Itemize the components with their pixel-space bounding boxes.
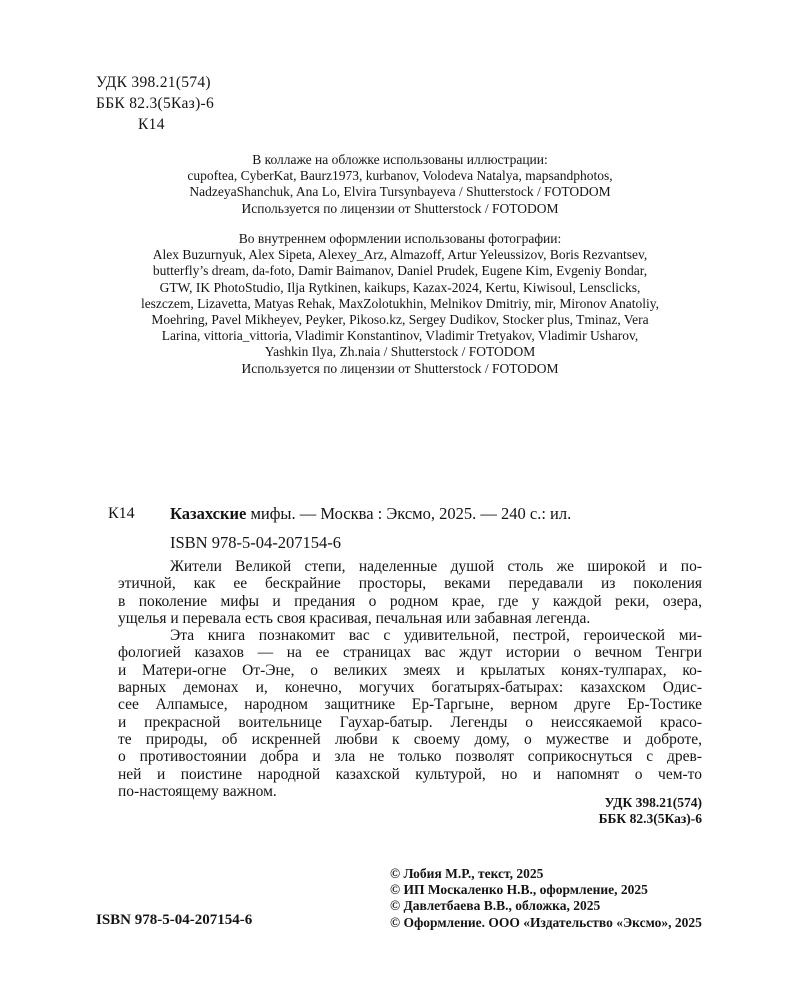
record-isbn: ISBN 978-5-04-207154-6 xyxy=(170,533,341,552)
catalog-record-code: К14 xyxy=(108,505,135,522)
text-line: © Оформление. ООО «Издательство «Эксмо», 2025 xyxy=(390,914,702,930)
text-line: варных демонах и, конечно, могучих богатырях-батырах: казахском Одис- xyxy=(118,679,702,697)
text-line: этичной, как ее бескрайние просторы, веками передавали из поколения xyxy=(118,575,702,593)
text-line: по-настоящему важном. xyxy=(118,782,277,800)
classification-top xyxy=(96,72,214,135)
record-description: мифы. — Москва : Эксмо, 2025. — 240 с.: ил. xyxy=(246,504,572,523)
text-line: в поколение мифы и предания о родном крае, где у каждой реки, озера, xyxy=(118,592,702,610)
text-line: Larina, vittoria_vittoria, Vladimir Konstantinov, Vladimir Tretyakov, Vladimir Usharov, xyxy=(161,328,639,344)
text-line: Используется по лицензии от Shutterstock / FOTODOM xyxy=(241,200,559,216)
author-sign: К14 xyxy=(138,116,165,133)
text-line: сее Алпамысе, народном защитнике Ер-Таргыне, верном друге Ер-Тостике xyxy=(118,696,702,714)
isbn-bottom: ISBN 978-5-04-207154-6 xyxy=(96,912,253,928)
udk-code: УДК 398.21(574) xyxy=(96,74,211,91)
text-line: leszczem, Lizavetta, Matyas Rehak, MaxZolotukhin, Melnikov Dmitriy, mir, Mironov Anatoliy, xyxy=(140,295,660,311)
text-line: Во внутреннем оформлении использованы фотографии: xyxy=(238,231,562,246)
text-line: и прекрасной воительнице Гаухар-батыр. Легенды о неиссякаемой красо- xyxy=(118,713,702,731)
catalog-record xyxy=(170,504,571,524)
interior-photo-credits xyxy=(40,231,760,377)
text-line: Yashkin Ilya, Zh.naia / Shutterstock / FOTODOM xyxy=(264,344,536,360)
copyright-list xyxy=(390,866,702,931)
text-line: © ИП Москаленко Н.В., оформление, 2025 xyxy=(390,882,648,898)
text-line: Жители Великой степи, наделенные душой столь же широкой и по- xyxy=(170,558,702,575)
annotation-paragraph xyxy=(118,558,702,627)
text-line: В коллаже на обложке использованы иллюстрации: xyxy=(252,152,548,167)
classification-bottom xyxy=(599,795,702,827)
text-line: и Матери-огне От-Эне, о великих змеях и крылатых конях-тулпарах, ко- xyxy=(118,661,702,679)
text-line: те природы, об искренней любви к своему дому, о мужестве и доброте, xyxy=(118,730,702,748)
text-line: Alex Buzurnyuk, Alex Sipeta, Alexey_Arz, Almazoff, Artur Yeleussizov, Boris Rezvantsev, xyxy=(152,247,648,263)
annotation-text xyxy=(118,558,702,800)
text-line: Эта книга познакомит вас с удивительной, пестрой, героической ми- xyxy=(170,627,702,645)
text-line: ней и поистине народной казахской культурой, но и напомнят о чем-то xyxy=(118,765,702,783)
text-line: GTW, IK PhotoStudio, Ilja Rytkinen, kaikups, Kazax-2024, Kertu, Kiwisoul, Lensclicks, xyxy=(159,279,641,295)
bbk-code-bottom: ББК 82.3(5Каз)-6 xyxy=(598,811,702,827)
text-line: NadzeyaShanchuk, Ana Lo, Elvira Tursynbayeva / Shutterstock / FOTODOM xyxy=(189,184,611,200)
text-line: butterfly’s dream, da-foto, Damir Baimanov, Daniel Prudek, Eugene Kim, Evgeniy Bondar, xyxy=(152,263,648,279)
text-line: Moehring, Pavel Mikheyev, Peyker, Pikoso.kz, Sergey Dudikov, Stocker plus, Tminaz, Vera xyxy=(151,312,649,328)
annotation-paragraph xyxy=(118,627,702,800)
text-line: cupoftea, CyberKat, Baurz1973, kurbanov, Volodeva Natalya, mapsandphotos, xyxy=(187,168,613,184)
text-line: ущелья и перевала есть своя красивая, печальная или забавная легенда. xyxy=(118,609,591,627)
udk-code-bottom: УДК 398.21(574) xyxy=(604,795,702,810)
text-line: о противостоянии добра и зла не только позволят соприкоснуться с древ- xyxy=(118,748,702,766)
text-line: © Давлетбаева В.В., обложка, 2025 xyxy=(390,898,601,914)
text-line: © Лобия М.Р., текст, 2025 xyxy=(390,866,544,881)
bbk-code: ББК 82.3(5Каз)-6 xyxy=(96,95,215,112)
cover-illustration-credits xyxy=(40,152,760,217)
record-title: Казахские xyxy=(170,504,247,523)
text-line: фологией казахов — на ее страницах вас ждут истории о вечном Тенгри xyxy=(118,644,702,662)
text-line: Используется по лицензии от Shutterstock / FOTODOM xyxy=(241,360,559,376)
